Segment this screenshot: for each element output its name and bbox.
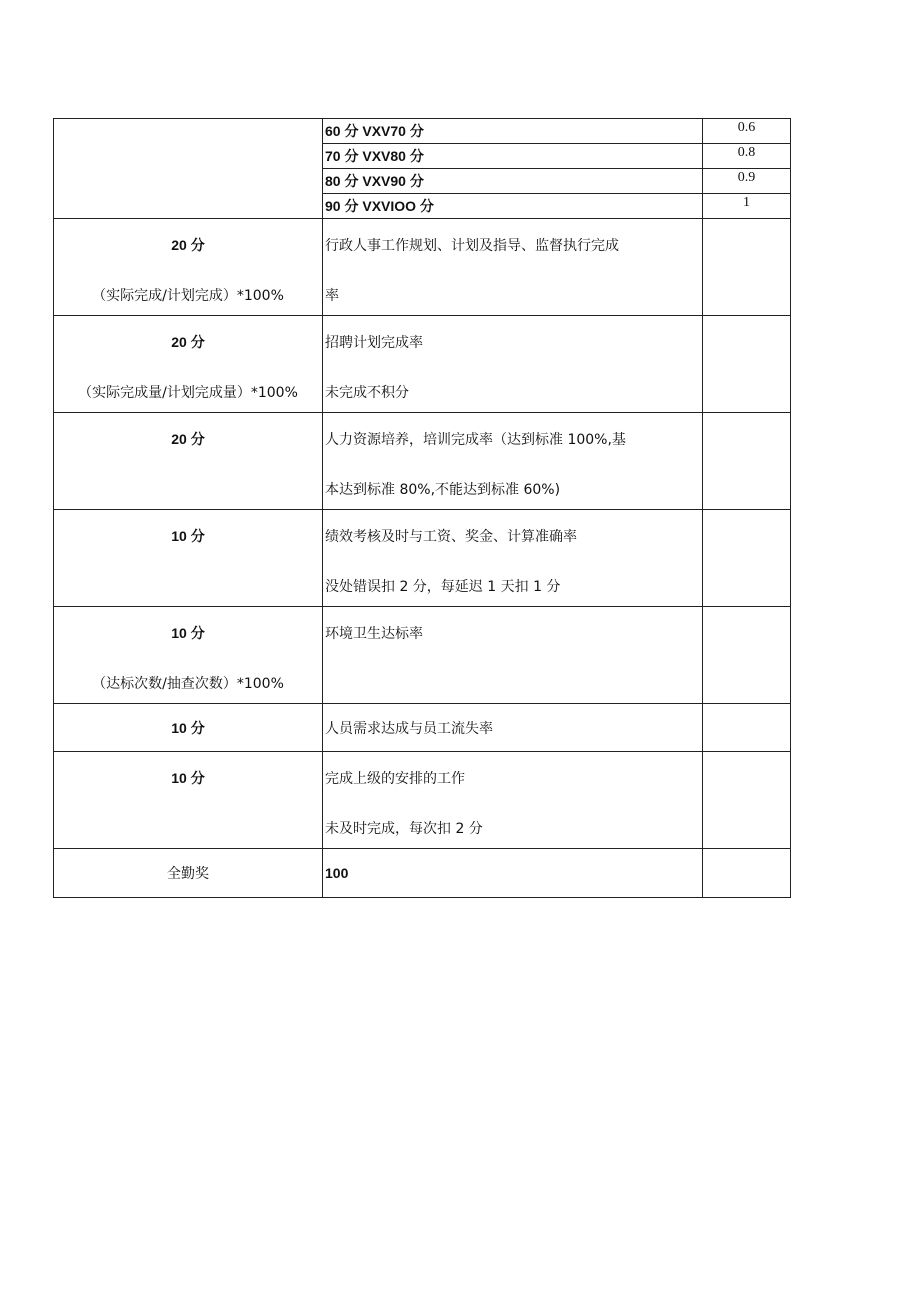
score-value: 10 分 [171,625,205,641]
criteria-cell [323,316,703,413]
grade-range: 70 分 VXV80 分 [323,144,703,169]
rating-cell [703,219,791,316]
score-value: 20 分 [171,237,205,253]
rating-cell [703,413,791,510]
grade-coefficient: 0.8 [703,144,791,169]
grade-range: 60 分 VXV70 分 [323,119,703,144]
score-formula: （达标次数/抽查次数）*100% [92,676,284,692]
score-value: 20 分 [171,334,205,350]
score-value: 10 分 [171,719,205,736]
score-value: 10 分 [171,770,205,786]
rating-cell [703,607,791,704]
criteria-text: 招聘计划完成率 [325,335,423,351]
criteria-text: 人员需求达成与员工流失率 [325,720,493,737]
table-row [54,607,791,704]
score-cell [54,316,323,413]
score-cell [54,752,323,849]
table-row [54,219,791,316]
table-row [54,752,791,849]
rating-cell [703,849,791,898]
grade-blank-cell [54,119,323,219]
attendance-label: 全勤奖 [54,849,323,898]
criteria-text: 人力资源培养，培训完成率（达到标准 100%,基 [325,432,626,448]
grade-coefficient: 0.6 [703,119,791,144]
score-cell [54,413,323,510]
attendance-value: 100 [323,849,703,898]
criteria-cell [323,219,703,316]
table-row [54,413,791,510]
criteria-cell [323,752,703,849]
grade-coefficient: 0.9 [703,169,791,194]
grade-coefficient: 1 [703,194,791,219]
grade-range: 90 分 VXVIOO 分 [323,194,703,219]
criteria-cell [323,704,703,752]
table-row [54,316,791,413]
score-value: 10 分 [171,528,205,544]
criteria-cell [323,607,703,704]
score-cell [54,510,323,607]
criteria-cell [323,413,703,510]
criteria-cell [323,510,703,607]
table-row [54,849,791,898]
rating-cell [703,510,791,607]
criteria-note: 没处错误扣 2 分，每延迟 1 天扣 1 分 [325,579,561,595]
criteria-note: 本达到标准 80%,不能达到标准 60%) [325,482,561,498]
criteria-text: 环境卫生达标率 [325,626,423,642]
criteria-note: 未完成不积分 [325,385,409,401]
criteria-text: 完成上级的安排的工作 [325,771,465,787]
score-formula: （实际完成/计划完成）*100% [92,288,284,304]
criteria-note: 未及时完成，每次扣 2 分 [325,821,483,837]
score-cell [54,219,323,316]
criteria-text: 绩效考核及时与工资、奖金、计算准确率 [325,529,577,545]
assessment-table [53,118,791,898]
score-cell [54,704,323,752]
criteria-text: 行政人事工作规划、计划及指导、监督执行完成 [325,238,619,254]
rating-cell [703,316,791,413]
table-row [54,510,791,607]
table-row [54,704,791,752]
score-cell [54,607,323,704]
grade-range: 80 分 VXV90 分 [323,169,703,194]
criteria-note: 率 [325,288,339,304]
rating-cell [703,752,791,849]
rating-cell [703,704,791,752]
score-formula: （实际完成量/计划完成量）*100% [78,385,298,401]
score-value: 20 分 [171,431,205,447]
